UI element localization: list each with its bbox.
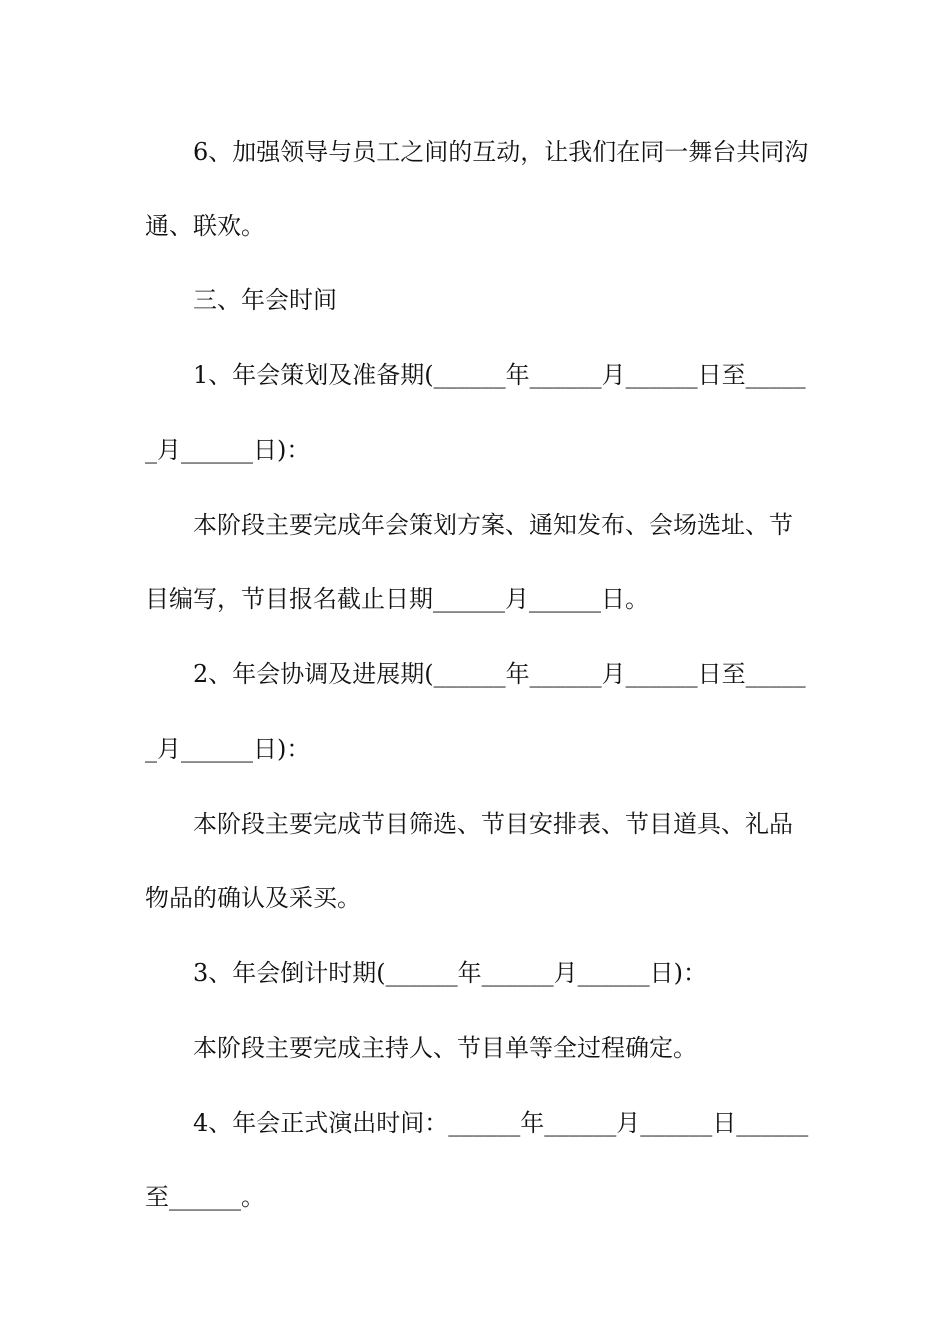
coordination-description-line-1: 本阶段主要完成节目筛选、节目安排表、节目道具、礼品 (193, 810, 793, 838)
planning-period-line-1: 1、年会策划及准备期(______年______月______日至_____ (193, 361, 806, 389)
performance-time-line-1: 4、年会正式演出时间：______年______月______日______ (193, 1109, 809, 1137)
performance-time-line-2: 至______。 (145, 1183, 265, 1211)
coordination-description-line-2: 物品的确认及采买。 (145, 884, 361, 912)
coordination-period-line-2: _月______日)： (145, 735, 311, 763)
coordination-period-line-1: 2、年会协调及进展期(______年______月______日至_____ (193, 660, 806, 688)
section-heading-annual-meeting-time: 三、年会时间 (193, 286, 337, 314)
paragraph-item-6-line-2: 通、联欢。 (145, 212, 265, 240)
paragraph-item-6-line-1: 6、加强领导与员工之间的互动，让我们在同一舞台共同沟 (193, 138, 809, 166)
planning-description-line-1: 本阶段主要完成年会策划方案、通知发布、会场选址、节 (193, 511, 793, 539)
planning-description-line-2: 目编写，节目报名截止日期______月______日。 (145, 585, 649, 613)
planning-period-line-2: _月______日)： (145, 436, 311, 464)
countdown-description-line: 本阶段主要完成主持人、节目单等全过程确定。 (193, 1034, 697, 1062)
countdown-period-line: 3、年会倒计时期(______年______月______日)： (193, 959, 707, 987)
